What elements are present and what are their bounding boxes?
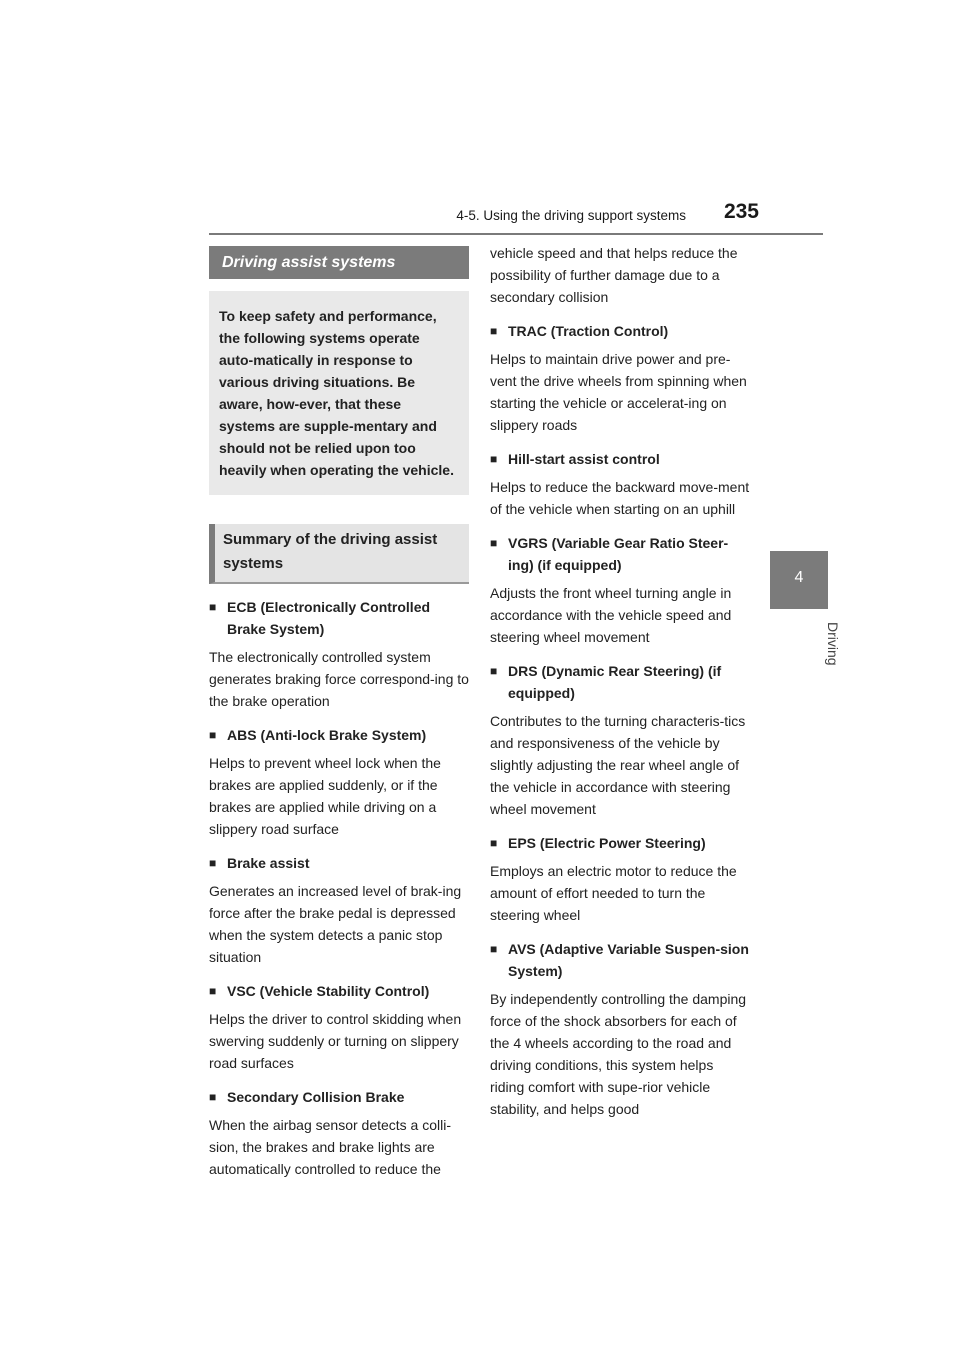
item-title [209, 852, 469, 874]
item-title-text: ABS (Anti-lock Brake System) [227, 727, 427, 743]
continued-paragraph: vehicle speed and that helps reduce the possibility of further damage due to a secondary collision [490, 245, 738, 305]
list-item [490, 320, 750, 436]
item-title-text: VGRS (Variable Gear Ratio Steer-ing) (if equipped) [508, 535, 729, 573]
bullet-square-icon: ■ [209, 856, 217, 870]
item-title-text: Brake assist [227, 855, 310, 871]
item-title [490, 320, 750, 342]
item-title [209, 724, 469, 746]
item-title-text: ECB (Electronically Controlled Brake System) [227, 599, 431, 637]
item-title-text: Secondary Collision Brake [227, 1089, 405, 1105]
bullet-square-icon: ■ [490, 836, 498, 850]
item-description: Contributes to the turning characteris-tics and responsiveness of the vehicle by slightly adjusting the rear wheel angle of the vehicle in accordance with steering wheel movement [490, 713, 746, 817]
list-item [209, 1086, 469, 1180]
bullet-square-icon: ■ [490, 536, 498, 550]
item-title [209, 1086, 469, 1108]
intro-box: To keep safety and performance, the following systems operate auto-matically in response to various driving situations. Be aware, how-ever, that these systems are supple-mentary and should not be relied upon too heavily when operating the vehicle. [209, 291, 469, 495]
bullet-square-icon: ■ [490, 664, 498, 678]
item-title-text: DRS (Dynamic Rear Steering) (if equipped) [508, 663, 722, 701]
bullet-square-icon: ■ [209, 600, 217, 614]
list-item [490, 448, 750, 520]
item-description: Helps to maintain drive power and pre-vent the drive wheels from spinning when starting the vehicle or accelerat-ing on slippery roads [490, 351, 747, 433]
item-title-text: VSC (Vehicle Stability Control) [227, 983, 430, 999]
item-title [490, 660, 750, 704]
list-item [209, 980, 469, 1074]
list-item [490, 660, 750, 820]
bullet-square-icon: ■ [209, 1090, 217, 1104]
item-title [490, 832, 750, 854]
chapter-tab-label [761, 616, 841, 672]
item-description: Employs an electric motor to reduce the amount of effort needed to turn the steering wheel [490, 863, 737, 923]
chapter-tab-number: 4 [770, 551, 828, 609]
item-title [490, 938, 750, 982]
item-description: Generates an increased level of brak-ing force after the brake pedal is depressed when the system detects a panic stop situation [209, 883, 462, 965]
item-description: Helps the driver to control skidding when swerving suddenly or turning on slippery road surfaces [209, 1011, 462, 1071]
bullet-square-icon: ■ [209, 728, 217, 742]
item-title-text: TRAC (Traction Control) [508, 323, 669, 339]
item-title-text: EPS (Electric Power Steering) [508, 835, 706, 851]
bullet-square-icon: ■ [490, 324, 498, 338]
summary-heading: Summary of the driving assist systems [209, 524, 469, 584]
item-description: Adjusts the front wheel turning angle in accordance with the vehicle speed and steering wheel movement [490, 585, 732, 645]
bullet-square-icon: ■ [209, 984, 217, 998]
item-description: When the airbag sensor detects a colli-sion, the brakes and brake lights are automatically controlled to reduce the [209, 1117, 452, 1177]
item-title-text: AVS (Adaptive Variable Suspen-sion System) [508, 941, 749, 979]
item-description: By independently controlling the damping force of the shock absorbers for each of the 4 wheels according to the road and driving conditions, this system helps riding comfort with supe-rior vehicle stability, and helps good [490, 991, 747, 1117]
list-item [490, 938, 750, 1120]
section-header: 4-5. Using the driving support systems [456, 208, 686, 223]
section-banner: Driving assist systems [209, 246, 469, 279]
item-title [209, 596, 469, 640]
right-column [490, 242, 750, 1120]
item-description: Helps to prevent wheel lock when the brakes are applied suddenly, or if the brakes are applied while driving on a slippery road surface [209, 755, 441, 837]
list-item [209, 852, 469, 968]
chapter-tab-label-text: Driving [825, 622, 841, 666]
list-item [490, 832, 750, 926]
page-number: 235 [723, 200, 759, 223]
list-item [209, 724, 469, 840]
item-title [490, 448, 750, 470]
item-title [209, 980, 469, 1002]
item-title-text: Hill-start assist control [508, 451, 660, 467]
header-divider [209, 233, 823, 235]
item-title [490, 532, 750, 576]
left-column [209, 246, 469, 1180]
bullet-square-icon: ■ [490, 452, 498, 466]
list-item [209, 596, 469, 712]
item-description: Helps to reduce the backward move-ment of the vehicle when starting on an uphill [490, 479, 750, 517]
bullet-square-icon: ■ [490, 942, 498, 956]
item-description: The electronically controlled system generates braking force correspond-ing to the brake operation [209, 649, 469, 709]
list-item [490, 532, 750, 648]
